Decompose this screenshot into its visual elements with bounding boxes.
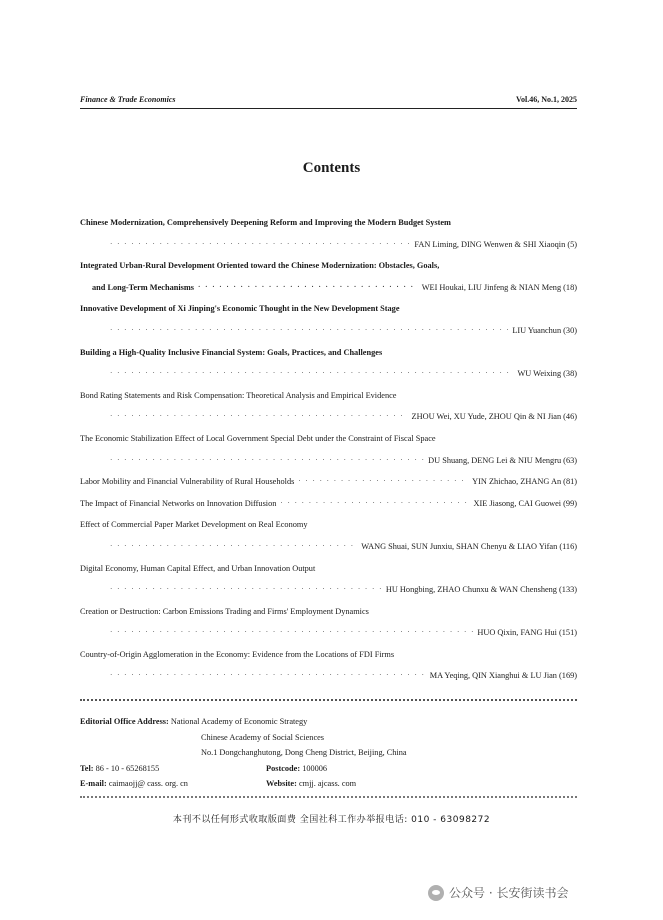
page-title: Contents	[302, 160, 361, 176]
toc-title: Creation or Destruction: Carbon Emissions Trading and Firms' Employment Dynamics	[80, 606, 369, 616]
toc-author-line	[80, 665, 577, 687]
address-row	[80, 714, 577, 730]
leader-dots	[110, 363, 513, 385]
toc-authors: MA Yeqing, QIN Xianghui & LU Jian (169)	[429, 671, 577, 681]
leader-dots	[110, 320, 508, 342]
toc-title: Digital Economy, Human Capital Effect, and Urban Innovation Output	[80, 563, 316, 573]
leader-dots	[298, 471, 468, 493]
toc-title: Bond Rating Statements and Risk Compensation: Theoretical Analysis and Empirical Evidence	[80, 390, 397, 400]
toc-author-line	[80, 622, 577, 644]
toc-authors: ZHOU Wei, XU Yude, ZHOU Qin & NI Jian (46)	[411, 412, 577, 422]
leader-dots	[110, 450, 424, 472]
leader-dots	[110, 579, 382, 601]
website-value[interactable]: cmjj. ajcass. com	[298, 779, 357, 788]
toc-authors: FAN Liming, DING Wenwen & SHI Xiaoqin (5)	[414, 239, 577, 249]
toc-title-line	[80, 298, 577, 320]
toc-title-line	[80, 514, 577, 536]
address-row	[80, 745, 577, 761]
toc-authors: YIN Zhichao, ZHANG An (81)	[472, 477, 577, 487]
address-line: National Academy of Economic Strategy	[170, 717, 308, 726]
toc-author-line	[80, 536, 577, 558]
website-label: Website:	[266, 779, 297, 788]
toc-authors: WU Weixing (38)	[517, 369, 577, 379]
toc-inline-line	[80, 493, 577, 515]
address-line: Chinese Academy of Social Sciences	[201, 732, 325, 742]
running-header	[80, 95, 577, 104]
leader-dots	[110, 536, 357, 558]
toc-title: Labor Mobility and Financial Vulnerability of Rural Households	[80, 477, 295, 487]
toc-title: Effect of Commercial Paper Market Development on Real Economy	[80, 520, 308, 530]
toc-authors: LIU Yuanchun (30)	[512, 325, 577, 335]
toc-title-line	[80, 385, 577, 407]
journal-name: Finance & Trade Economics	[80, 95, 176, 104]
wave-divider	[80, 796, 577, 802]
address-row	[80, 730, 577, 746]
table-of-contents	[80, 212, 577, 687]
toc-title: Country-of-Origin Agglomeration in the Economy: Evidence from the Locations of FDI Firms	[80, 649, 395, 659]
leader-dots	[280, 493, 469, 515]
contact-row	[80, 761, 577, 777]
toc-author-line	[80, 450, 577, 472]
wechat-icon	[428, 885, 444, 901]
editorial-office-block	[80, 714, 577, 792]
leader-dots	[198, 277, 418, 299]
toc-title-line	[80, 212, 577, 234]
tel-value: 86 - 10 - 65268155	[95, 763, 160, 773]
email-label: E-mail:	[80, 779, 107, 788]
toc-title: Innovative Development of Xi Jinping's Economic Thought in the New Development Stage	[80, 304, 400, 314]
toc-authors: HU Hongbing, ZHAO Chunxu & WAN Chensheng (133)	[385, 585, 577, 595]
toc-author-line	[80, 277, 577, 299]
toc-author-line	[80, 320, 577, 342]
postcode-value: 100006	[302, 763, 328, 773]
address-line: No.1 Dongchanghutong, Dong Cheng District, Beijing, China	[201, 748, 407, 757]
postcode-label: Postcode:	[266, 763, 301, 773]
toc-authors: DU Shuang, DENG Lei & NIU Mengru (63)	[428, 455, 577, 465]
toc-authors: WEI Houkai, LIU Jinfeng & NIAN Meng (18)	[421, 282, 577, 292]
address-label: Editorial Office Address:	[80, 717, 169, 726]
watermark	[428, 884, 568, 901]
toc-authors: HUO Qixin, FANG Hui (151)	[477, 628, 577, 638]
tel-label: Tel:	[80, 763, 94, 773]
toc-title: The Impact of Financial Networks on Innovation Diffusion	[80, 498, 277, 508]
toc-title-line	[80, 558, 577, 580]
toc-author-line	[80, 406, 577, 428]
email-value[interactable]: caimaojj@ cass. org. cn	[108, 779, 188, 788]
toc-title-line	[80, 255, 577, 277]
leader-dots	[110, 234, 410, 256]
contact-row	[80, 776, 577, 792]
leader-dots	[110, 665, 426, 687]
toc-author-line	[80, 234, 577, 256]
toc-title: Chinese Modernization, Comprehensively Deepening Reform and Improving the Modern Budget System	[80, 218, 451, 227]
toc-author-line	[80, 363, 577, 385]
toc-title-continuation: and Long-Term Mechanisms	[92, 282, 195, 292]
toc-authors: XIE Jiasong, CAI Guowei (99)	[473, 498, 577, 508]
fee-notice: 本刊不以任何形式收取版面费 全国社科工作办举报电话: 010 - 63098272	[172, 815, 491, 825]
header-rule	[80, 108, 577, 109]
issue-info: Vol.46, No.1, 2025	[515, 95, 577, 104]
toc-title-line	[80, 428, 577, 450]
toc-inline-line	[80, 471, 577, 493]
toc-author-line	[80, 579, 577, 601]
leader-dots	[110, 406, 408, 428]
postcode-group	[266, 761, 327, 777]
star-divider	[80, 699, 577, 707]
toc-authors: WANG Shuai, SUN Junxiu, SHAN Chenyu & LIAO Yifan (116)	[361, 541, 577, 551]
toc-title: The Economic Stabilization Effect of Local Government Special Debt under the Constraint of Fiscal Space	[80, 433, 436, 443]
leader-dots	[110, 622, 473, 644]
toc-title-line	[80, 601, 577, 623]
toc-title-line	[80, 644, 577, 666]
toc-title: Integrated Urban-Rural Development Oriented toward the Chinese Modernization: Obstacles, Goals,	[80, 261, 440, 271]
website-group	[266, 776, 356, 792]
toc-title-line	[80, 342, 577, 364]
watermark-text: 公众号 · 长安街读书会	[449, 886, 569, 900]
toc-title: Building a High-Quality Inclusive Financial System: Goals, Practices, and Challenges	[80, 347, 383, 357]
